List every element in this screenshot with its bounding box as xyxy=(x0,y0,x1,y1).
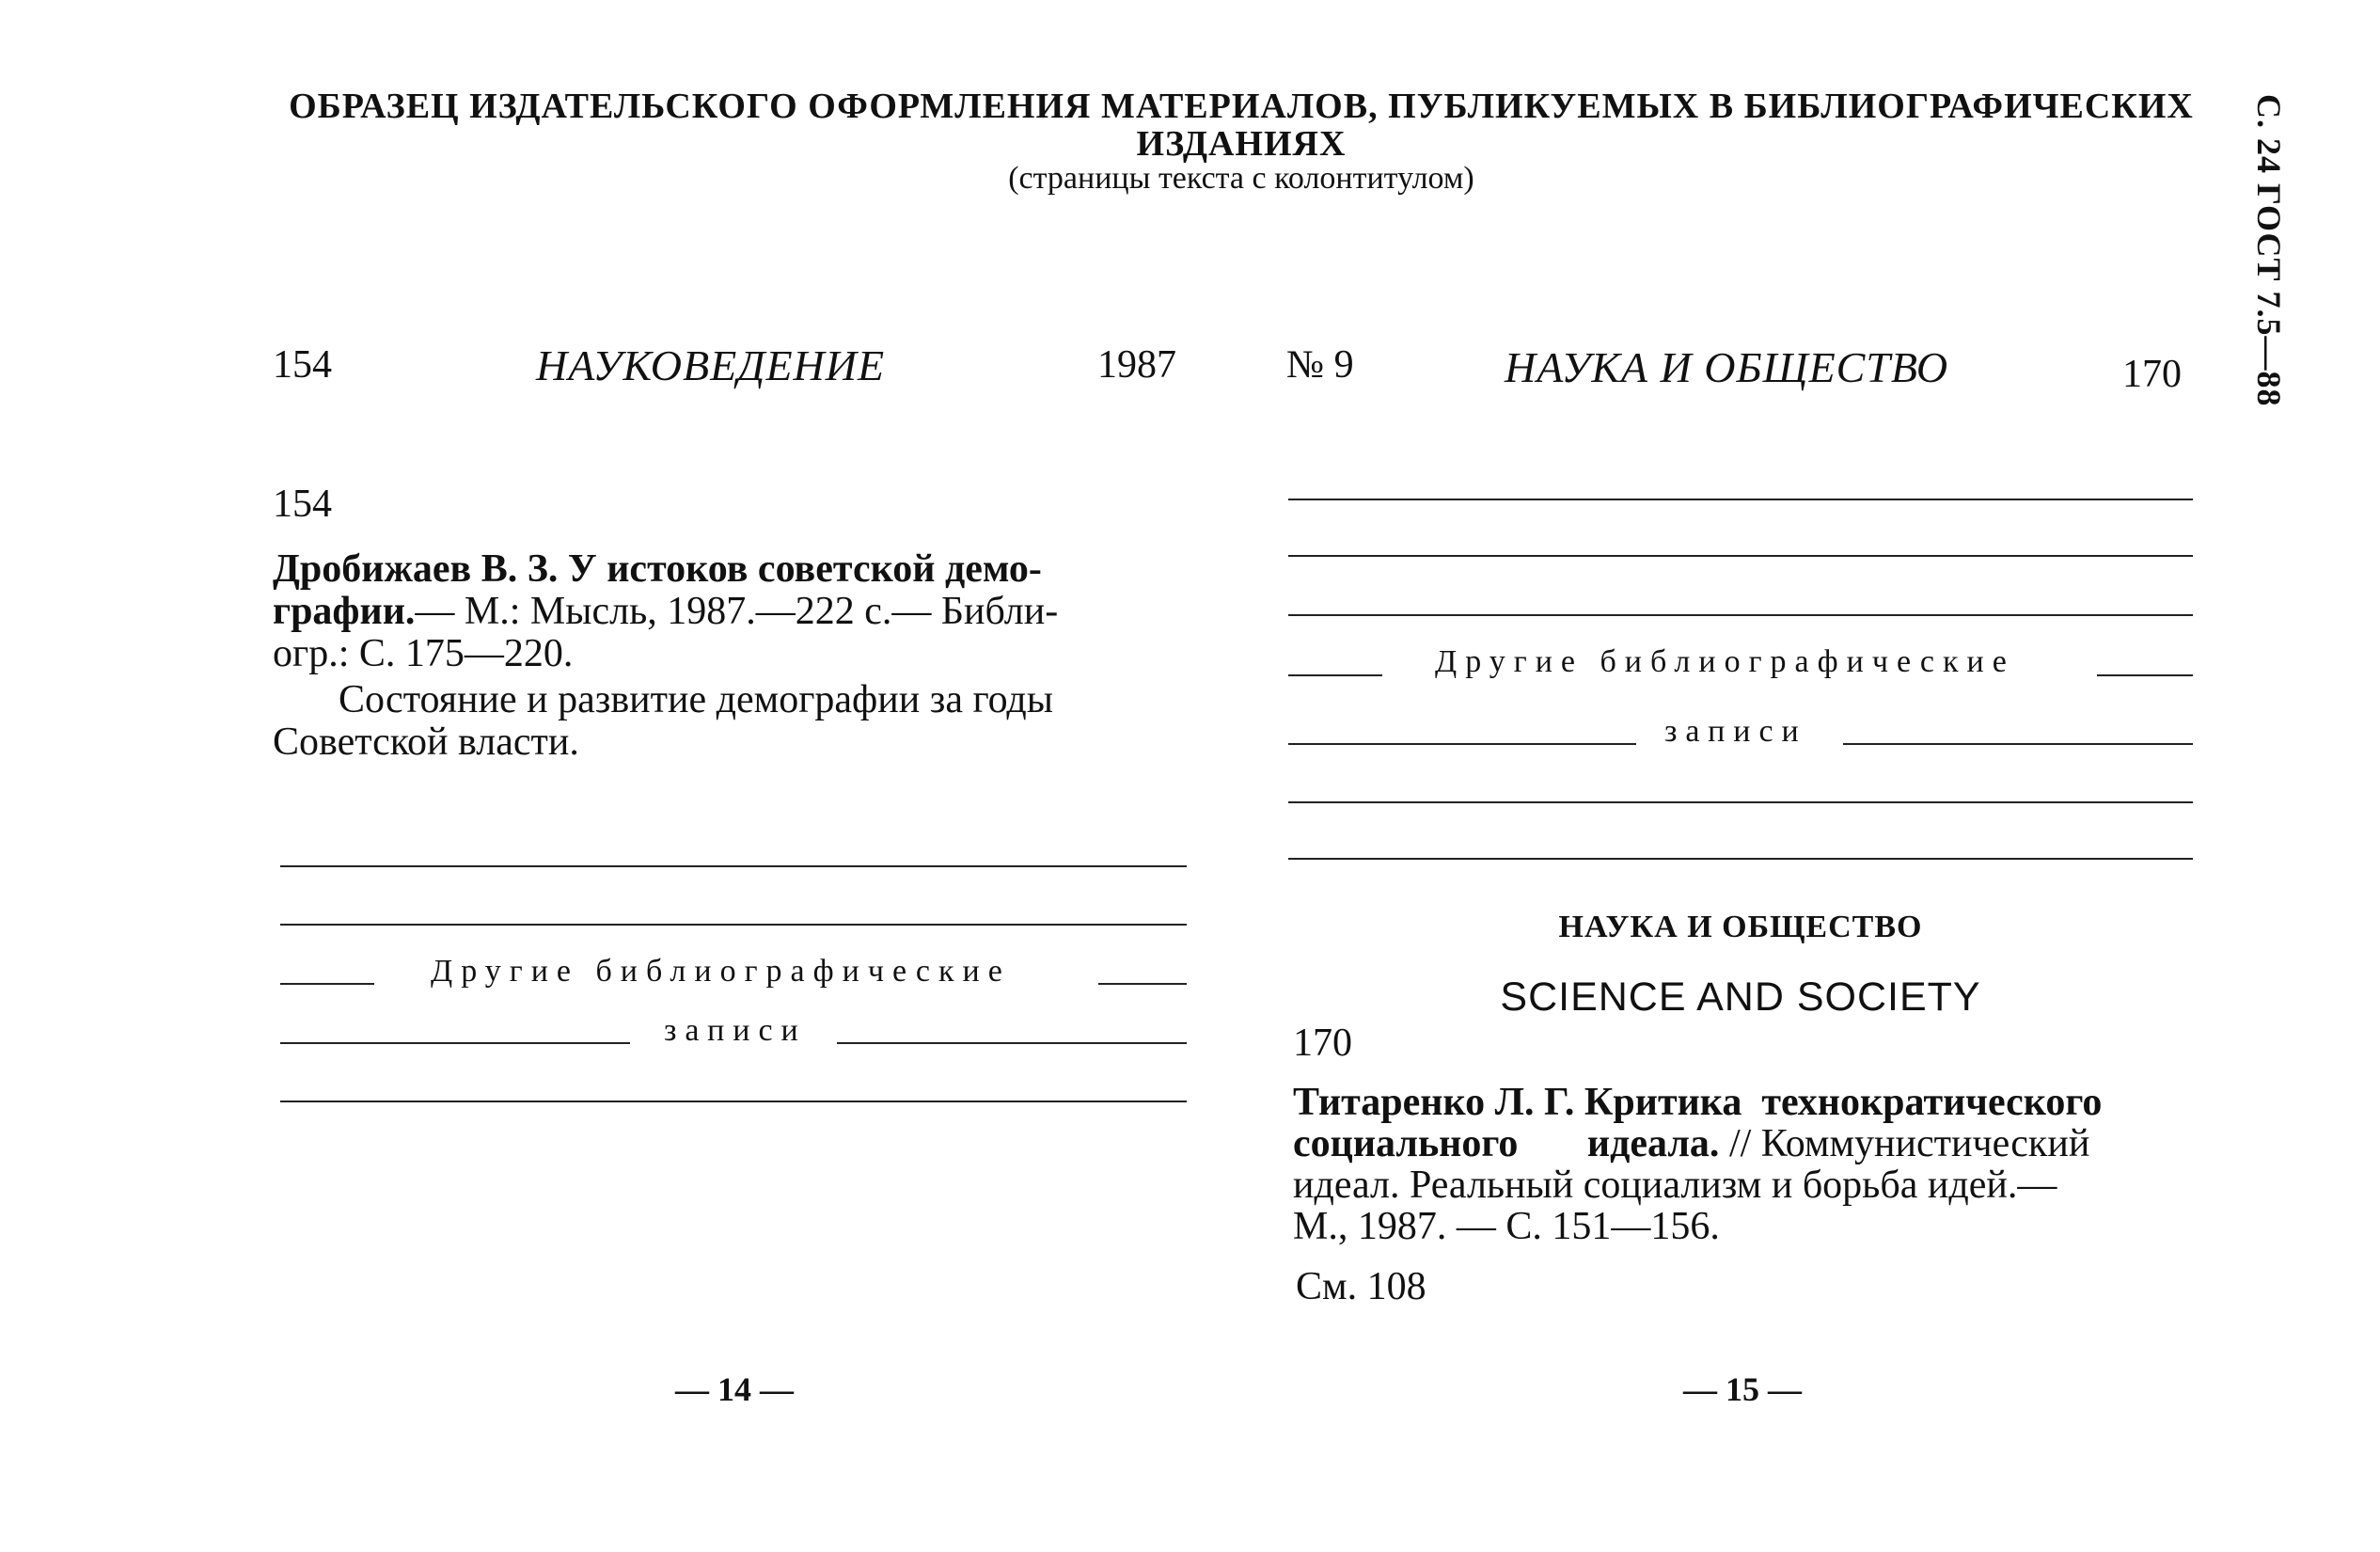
right-rule-3 xyxy=(1288,614,2193,616)
left-page-folio: — 14 — xyxy=(675,1370,794,1408)
left-entry-line-2-rest: — М.: Мысль, 1987.—222 с.— Библи- xyxy=(415,590,1059,633)
left-entry-line-2-bold: графии. xyxy=(273,590,416,633)
left-rule-short-a xyxy=(280,983,374,985)
right-entry-see-also: См. 108 xyxy=(1296,1265,1426,1308)
left-running-head-year: 1987 xyxy=(1097,343,1176,387)
right-entry-number: 170 xyxy=(1293,1021,1352,1065)
document-subtitle: (страницы текста с колонтитулом) xyxy=(1008,161,1474,196)
left-entry-annotation-line-2: Советской власти. xyxy=(273,721,579,764)
right-rule-1 xyxy=(1288,499,2193,500)
right-running-head-issue: № 9 xyxy=(1286,343,1354,387)
right-rule-4 xyxy=(1288,801,2193,803)
right-other-records-label-2: записи xyxy=(1664,714,1807,749)
right-entry-line-2 xyxy=(1293,1123,2089,1165)
left-other-records-label-2: записи xyxy=(664,1013,807,1048)
right-rule-2 xyxy=(1288,555,2193,557)
left-entry-line-1: Дробижаев В. З. У истоков советской демо- xyxy=(273,547,1042,591)
left-rule-mid-a xyxy=(280,1042,630,1044)
section-title-english: SCIENCE AND SOCIETY xyxy=(1500,974,1981,1020)
left-entry-line-2 xyxy=(273,591,1058,633)
right-rule-mid-a xyxy=(1288,743,1636,745)
right-page-folio: — 15 — xyxy=(1683,1370,1802,1408)
right-rule-5 xyxy=(1288,858,2193,860)
right-entry-line-4: М., 1987. — С. 151—156. xyxy=(1293,1205,1720,1248)
right-rule-short-a xyxy=(1288,674,1382,676)
left-rule-mid-b xyxy=(837,1042,1187,1044)
left-entry-number: 154 xyxy=(273,483,332,526)
right-entry-line-3: идеал. Реальный социализм и борьба идей.— xyxy=(1293,1164,2057,1207)
right-entry-line-2-bold: социального идеала. xyxy=(1293,1122,1720,1165)
right-entry-line-2-rest: // Коммунистический xyxy=(1719,1122,2090,1165)
left-rule-3 xyxy=(280,1101,1187,1102)
section-title-russian: НАУКА И ОБЩЕСТВО xyxy=(1558,910,1923,944)
document-title-line-1: ОБРАЗЕЦ ИЗДАТЕЛЬСКОГО ОФОРМЛЕНИЯ МАТЕРИАЛОВ, ПУБЛИКУЕМЫХ В БИБЛИОГРАФИЧЕСКИХ xyxy=(289,87,2194,126)
left-rule-1 xyxy=(280,865,1187,867)
left-running-head-number: 154 xyxy=(273,343,332,387)
left-entry-line-3: огр.: С. 175—220. xyxy=(273,632,574,675)
left-rule-short-b xyxy=(1098,983,1187,985)
document-title-line-2: ИЗДАНИЯХ xyxy=(1136,124,1347,164)
left-rule-2 xyxy=(280,924,1187,926)
left-other-records-label-1: Другие библиографические xyxy=(431,954,1011,989)
left-entry-annotation-line-1: Состояние и развитие демографии за годы xyxy=(339,678,1054,721)
right-other-records-label-1: Другие библиографические xyxy=(1435,644,2015,679)
left-running-head-title: НАУКОВЕДЕНИЕ xyxy=(536,341,886,389)
standard-reference-stamp: С. 24 ГОСТ 7.5—88 xyxy=(2250,94,2288,407)
right-entry-line-1: Титаренко Л. Г. Критика технократического xyxy=(1293,1081,2103,1124)
right-running-head-page: 170 xyxy=(2122,353,2182,396)
right-running-head-title: НАУКА И ОБЩЕСТВО xyxy=(1505,343,1949,391)
right-rule-mid-b xyxy=(1843,743,2193,745)
right-rule-short-b xyxy=(2097,674,2193,676)
